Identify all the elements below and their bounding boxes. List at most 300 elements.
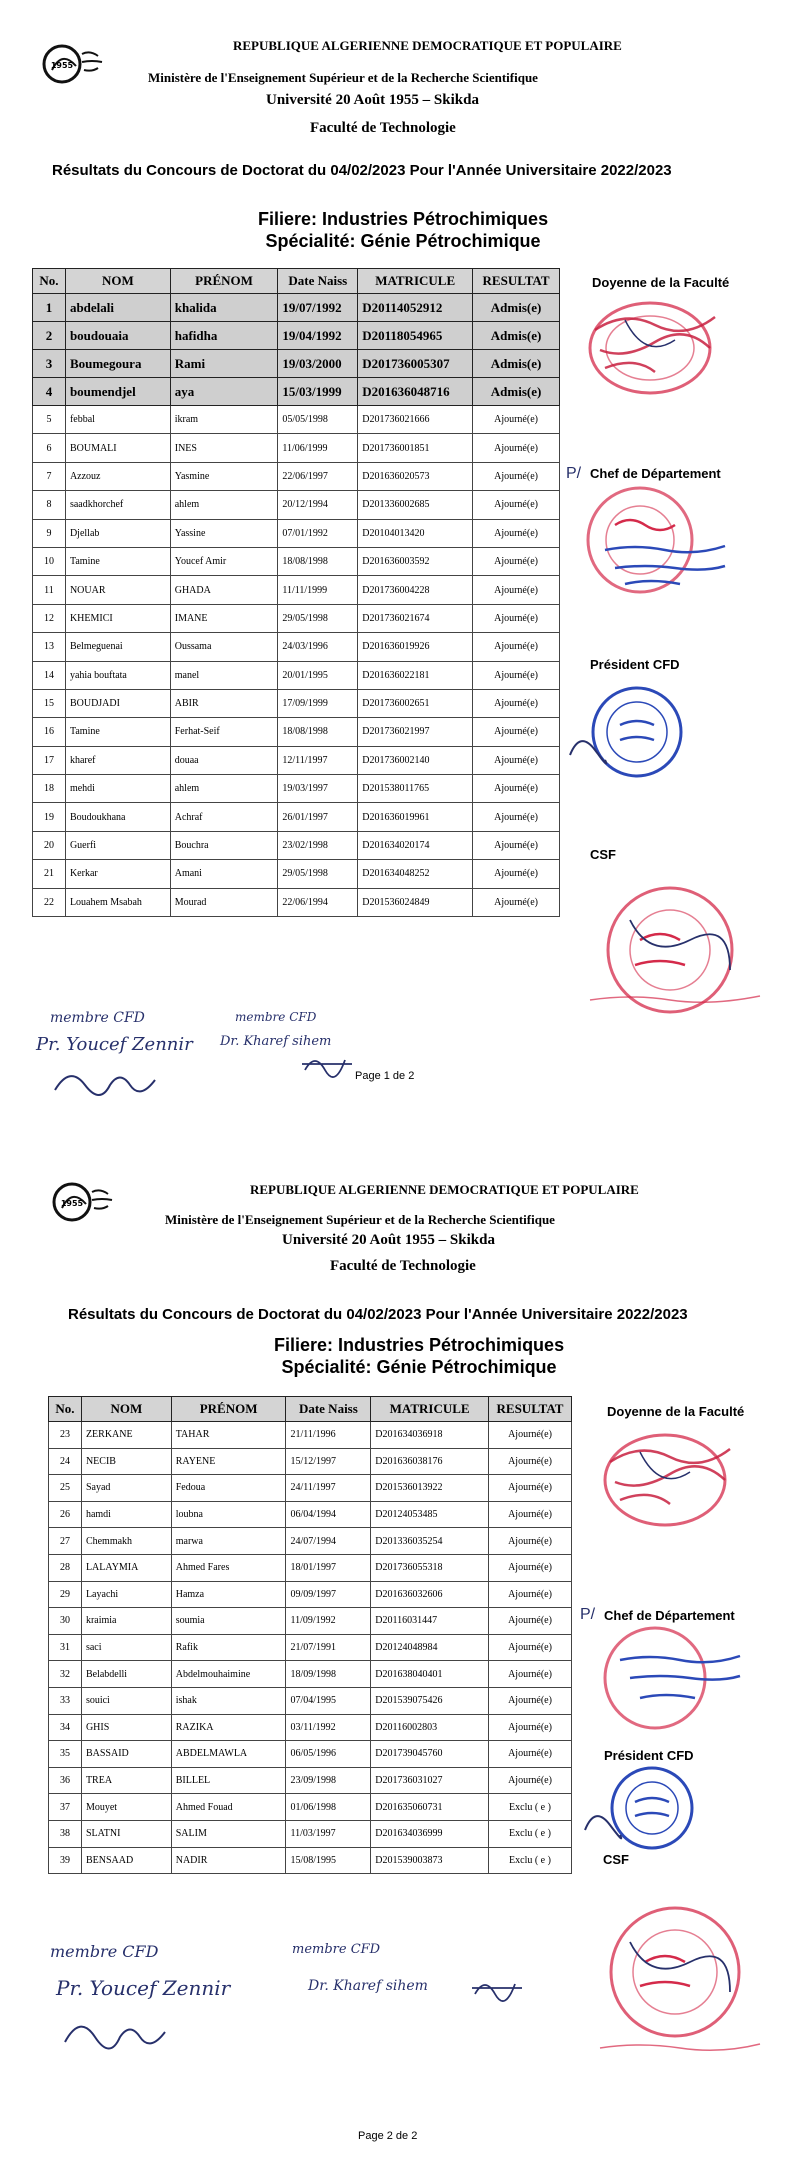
row-prenom: Abdelmouhaimine: [171, 1661, 286, 1688]
table-row: [49, 1661, 572, 1688]
signature-zennir: Pr. Youcef Zennir: [36, 1034, 193, 1055]
row-prenom: Ferhat-Seif: [170, 718, 278, 746]
row-resultat: Admis(e): [473, 350, 560, 378]
row-date: 24/11/1997: [286, 1475, 371, 1502]
csf-stamp: [590, 1900, 770, 2060]
handwritten-signature-2: [470, 1974, 530, 2002]
row-nom: boumendjel: [65, 378, 170, 406]
row-resultat: Ajourné(e): [473, 519, 560, 547]
row-matricule: D201636020573: [358, 462, 473, 490]
row-number: 19: [33, 803, 66, 831]
row-matricule: D201336002685: [358, 491, 473, 519]
table-row: [33, 888, 560, 916]
row-date: 24/03/1996: [278, 633, 358, 661]
row-nom: souici: [81, 1687, 171, 1714]
row-nom: Sayad: [81, 1475, 171, 1502]
table-body: [33, 294, 560, 917]
row-nom: Belmeguenai: [65, 633, 170, 661]
row-resultat: Ajourné(e): [473, 633, 560, 661]
row-prenom: Ahmed Fares: [171, 1554, 286, 1581]
row-resultat: Ajourné(e): [489, 1741, 572, 1768]
results-title: Résultats du Concours de Doctorat du 04/02/2023 Pour l'Année Universitaire 2022/2023: [68, 1306, 688, 1323]
csf-stamp: [590, 880, 770, 1030]
row-matricule: D20124053485: [371, 1501, 489, 1528]
table-row: [33, 491, 560, 519]
row-date: 19/03/2000: [278, 350, 358, 378]
row-number: 2: [33, 322, 66, 350]
row-date: 07/01/1992: [278, 519, 358, 547]
handwritten-signature-1: [50, 1060, 160, 1100]
table-row: [49, 1820, 572, 1847]
row-number: 34: [49, 1714, 82, 1741]
row-number: 5: [33, 406, 66, 434]
col-header-nom: NOM: [81, 1397, 171, 1422]
table-row: [33, 576, 560, 604]
row-matricule: D201636032606: [371, 1581, 489, 1608]
row-date: 22/06/1994: [278, 888, 358, 916]
csf-label: CSF: [603, 1852, 629, 1867]
header-republic: REPUBLIQUE ALGERIENNE DEMOCRATIQUE ET POPULAIRE: [250, 1182, 639, 1197]
row-nom: Boumegoura: [65, 350, 170, 378]
row-nom: TREA: [81, 1767, 171, 1794]
row-matricule: D201636019926: [358, 633, 473, 661]
filiere-label: Filiere: Industries Pétrochimiques: [258, 209, 549, 229]
row-number: 39: [49, 1847, 82, 1874]
table-row: [49, 1581, 572, 1608]
header-ministry: Ministère de l'Enseignement Supérieur et de la Recherche Scientifique: [165, 1212, 555, 1227]
row-date: 26/01/1997: [278, 803, 358, 831]
row-prenom: ABDELMAWLA: [171, 1741, 286, 1768]
row-number: 22: [33, 888, 66, 916]
row-date: 20/01/1995: [278, 661, 358, 689]
row-matricule: D201336035254: [371, 1528, 489, 1555]
row-resultat: Ajourné(e): [473, 860, 560, 888]
col-header-date: Date Naiss: [286, 1397, 371, 1422]
col-header-prenom: PRÉNOM: [171, 1397, 286, 1422]
row-resultat: Ajourné(e): [473, 604, 560, 632]
chef-departement-label: Chef de Département: [590, 466, 721, 481]
table-body: [49, 1422, 572, 1874]
row-prenom: soumia: [171, 1608, 286, 1635]
row-matricule: D201636019961: [358, 803, 473, 831]
row-date: 18/08/1998: [278, 718, 358, 746]
row-matricule: D201736001851: [358, 434, 473, 462]
row-resultat: Ajourné(e): [489, 1661, 572, 1688]
row-prenom: RAZIKA: [171, 1714, 286, 1741]
membre-cfd-2: membre CFD: [292, 1942, 381, 1957]
table-row: [33, 633, 560, 661]
col-header-prenom: PRÉNOM: [170, 269, 278, 294]
row-number: 11: [33, 576, 66, 604]
row-date: 03/11/1992: [286, 1714, 371, 1741]
table-row: [49, 1847, 572, 1874]
row-resultat: Exclu ( e ): [489, 1820, 572, 1847]
row-nom: mehdi: [65, 775, 170, 803]
row-date: 11/03/1997: [286, 1820, 371, 1847]
handwritten-signature-2: [300, 1050, 360, 1078]
row-date: 15/12/1997: [286, 1448, 371, 1475]
row-date: 12/11/1997: [278, 746, 358, 774]
row-number: 7: [33, 462, 66, 490]
table-header-row: [33, 269, 560, 294]
row-number: 1: [33, 294, 66, 322]
row-prenom: INES: [170, 434, 278, 462]
row-date: 24/07/1994: [286, 1528, 371, 1555]
row-prenom: Youcef Amir: [170, 547, 278, 575]
svg-text:1955: 1955: [50, 61, 74, 70]
row-prenom: aya: [170, 378, 278, 406]
row-matricule: D201539075426: [371, 1687, 489, 1714]
row-nom: abdelali: [65, 294, 170, 322]
row-prenom: ishak: [171, 1687, 286, 1714]
header-university: Université 20 Août 1955 – Skikda: [282, 1232, 495, 1248]
row-nom: LALAYMIA: [81, 1554, 171, 1581]
membre-cfd-2: membre CFD: [235, 1010, 317, 1024]
row-matricule: D20116031447: [371, 1608, 489, 1635]
row-resultat: Admis(e): [473, 294, 560, 322]
row-resultat: Ajourné(e): [473, 547, 560, 575]
row-prenom: ABIR: [170, 689, 278, 717]
row-resultat: Ajourné(e): [489, 1528, 572, 1555]
row-number: 35: [49, 1741, 82, 1768]
row-date: 11/11/1999: [278, 576, 358, 604]
page-2: [0, 1160, 795, 2164]
row-number: 32: [49, 1661, 82, 1688]
row-prenom: ahlem: [170, 775, 278, 803]
col-header-date: Date Naiss: [278, 269, 358, 294]
row-nom: febbal: [65, 406, 170, 434]
row-date: 19/03/1997: [278, 775, 358, 803]
row-matricule: D201736021666: [358, 406, 473, 434]
table-row: [33, 860, 560, 888]
row-nom: KHEMICI: [65, 604, 170, 632]
row-number: 37: [49, 1794, 82, 1821]
row-nom: Tamine: [65, 547, 170, 575]
results-title: Résultats du Concours de Doctorat du 04/02/2023 Pour l'Année Universitaire 2022/2023: [52, 162, 672, 179]
row-prenom: Bouchra: [170, 831, 278, 859]
row-nom: saadkhorchef: [65, 491, 170, 519]
row-resultat: Ajourné(e): [473, 689, 560, 717]
row-matricule: D201736055318: [371, 1554, 489, 1581]
signature-zennir: Pr. Youcef Zennir: [56, 1976, 231, 2000]
page-footer: Page 1 de 2: [355, 1070, 415, 1082]
row-matricule: D201739045760: [371, 1741, 489, 1768]
row-matricule: D201736031027: [371, 1767, 489, 1794]
row-resultat: Admis(e): [473, 378, 560, 406]
results-table: [32, 268, 560, 917]
row-matricule: D201638040401: [371, 1661, 489, 1688]
row-date: 21/07/1991: [286, 1634, 371, 1661]
row-prenom: NADIR: [171, 1847, 286, 1874]
row-number: 4: [33, 378, 66, 406]
col-header-matricule: MATRICULE: [358, 269, 473, 294]
csf-label: CSF: [590, 847, 616, 862]
table-row: [49, 1687, 572, 1714]
row-nom: Azzouz: [65, 462, 170, 490]
row-date: 21/11/1996: [286, 1422, 371, 1449]
doyenne-label: Doyenne de la Faculté: [607, 1404, 745, 1419]
row-resultat: Ajourné(e): [473, 661, 560, 689]
row-number: 13: [33, 633, 66, 661]
table-row: [49, 1794, 572, 1821]
row-prenom: Ahmed Fouad: [171, 1794, 286, 1821]
table-row: [49, 1767, 572, 1794]
table-row: [33, 718, 560, 746]
table-row: [33, 462, 560, 490]
row-number: 27: [49, 1528, 82, 1555]
table-row: [33, 406, 560, 434]
header-republic: REPUBLIQUE ALGERIENNE DEMOCRATIQUE ET POPULAIRE: [233, 38, 622, 53]
row-prenom: Oussama: [170, 633, 278, 661]
row-matricule: D201636003592: [358, 547, 473, 575]
chef-prefix: P/: [566, 465, 582, 482]
row-matricule: D201536013922: [371, 1475, 489, 1502]
row-prenom: Fedoua: [171, 1475, 286, 1502]
row-number: 28: [49, 1554, 82, 1581]
row-nom: Chemmakh: [81, 1528, 171, 1555]
row-resultat: Admis(e): [473, 322, 560, 350]
row-matricule: D20124048984: [371, 1634, 489, 1661]
row-resultat: Ajourné(e): [473, 888, 560, 916]
row-matricule: D201536024849: [358, 888, 473, 916]
row-prenom: Achraf: [170, 803, 278, 831]
row-number: 24: [49, 1448, 82, 1475]
chef-departement-stamp: [565, 480, 740, 605]
row-prenom: Rami: [170, 350, 278, 378]
table-row: [49, 1634, 572, 1661]
row-resultat: Ajourné(e): [489, 1714, 572, 1741]
table-row: [49, 1501, 572, 1528]
col-header-nom: NOM: [65, 269, 170, 294]
row-prenom: Rafik: [171, 1634, 286, 1661]
table-row: [49, 1448, 572, 1475]
col-header-resultat: RESULTAT: [489, 1397, 572, 1422]
row-resultat: Exclu ( e ): [489, 1847, 572, 1874]
row-nom: Belabdelli: [81, 1661, 171, 1688]
row-prenom: Yassine: [170, 519, 278, 547]
row-prenom: SALIM: [171, 1820, 286, 1847]
row-number: 17: [33, 746, 66, 774]
row-matricule: D20116002803: [371, 1714, 489, 1741]
row-resultat: Exclu ( e ): [489, 1794, 572, 1821]
row-date: 11/09/1992: [286, 1608, 371, 1635]
row-nom: ZERKANE: [81, 1422, 171, 1449]
row-number: 6: [33, 434, 66, 462]
row-matricule: D201634048252: [358, 860, 473, 888]
row-date: 06/05/1996: [286, 1741, 371, 1768]
row-number: 15: [33, 689, 66, 717]
table-row: [49, 1528, 572, 1555]
table-row: [33, 604, 560, 632]
row-resultat: Ajourné(e): [473, 831, 560, 859]
page-footer: Page 2 de 2: [358, 2130, 418, 2142]
row-matricule: D201539003873: [371, 1847, 489, 1874]
row-resultat: Ajourné(e): [489, 1634, 572, 1661]
doyenne-stamp: [565, 290, 735, 400]
table-row: [33, 322, 560, 350]
signature-kharef: Dr. Kharef sihem: [220, 1034, 332, 1049]
president-cfd-label: Président CFD: [604, 1748, 694, 1763]
chef-departement-label: Chef de Département: [604, 1608, 735, 1623]
row-matricule: D201736021997: [358, 718, 473, 746]
row-number: 14: [33, 661, 66, 689]
table-row: [33, 547, 560, 575]
row-matricule: D201736005307: [358, 350, 473, 378]
membre-cfd-1: membre CFD: [50, 1942, 159, 1961]
table-row: [49, 1422, 572, 1449]
row-date: 20/12/1994: [278, 491, 358, 519]
row-date: 05/05/1998: [278, 406, 358, 434]
row-date: 22/06/1997: [278, 462, 358, 490]
row-prenom: Hamza: [171, 1581, 286, 1608]
row-date: 18/08/1998: [278, 547, 358, 575]
row-number: 12: [33, 604, 66, 632]
row-nom: Boudoukhana: [65, 803, 170, 831]
row-prenom: GHADA: [170, 576, 278, 604]
university-logo: [48, 1178, 118, 1226]
specialite-label: Spécialité: Génie Pétrochimique: [265, 231, 541, 251]
row-number: 38: [49, 1820, 82, 1847]
row-matricule: D20114052912: [358, 294, 473, 322]
row-prenom: manel: [170, 661, 278, 689]
row-nom: GHIS: [81, 1714, 171, 1741]
row-date: 23/02/1998: [278, 831, 358, 859]
header-university: Université 20 Août 1955 – Skikda: [266, 92, 479, 108]
table-row: [33, 803, 560, 831]
row-resultat: Ajourné(e): [473, 775, 560, 803]
table-row: [33, 661, 560, 689]
row-nom: kharef: [65, 746, 170, 774]
row-resultat: Ajourné(e): [489, 1475, 572, 1502]
row-nom: Guerfi: [65, 831, 170, 859]
row-prenom: ikram: [170, 406, 278, 434]
row-number: 30: [49, 1608, 82, 1635]
table-row: [49, 1608, 572, 1635]
header-faculty: Faculté de Technologie: [330, 1258, 476, 1274]
row-matricule: D201736004228: [358, 576, 473, 604]
row-resultat: Ajourné(e): [489, 1581, 572, 1608]
row-number: 10: [33, 547, 66, 575]
row-prenom: Mourad: [170, 888, 278, 916]
row-matricule: D201736002651: [358, 689, 473, 717]
table-row: [49, 1714, 572, 1741]
table-row: [33, 746, 560, 774]
row-resultat: Ajourné(e): [489, 1767, 572, 1794]
row-nom: NECIB: [81, 1448, 171, 1475]
row-number: 9: [33, 519, 66, 547]
row-number: 33: [49, 1687, 82, 1714]
table-row: [49, 1475, 572, 1502]
row-resultat: Ajourné(e): [489, 1554, 572, 1581]
row-date: 29/05/1998: [278, 604, 358, 632]
filiere: [258, 208, 548, 252]
header-ministry: Ministère de l'Enseignement Supérieur et de la Recherche Scientifique: [148, 70, 538, 85]
col-header-no: No.: [33, 269, 66, 294]
table-row: [33, 775, 560, 803]
table-header-row: [49, 1397, 572, 1422]
row-date: 17/09/1999: [278, 689, 358, 717]
president-cfd-stamp: [580, 1760, 710, 1860]
university-logo: [38, 40, 108, 88]
row-nom: Louahem Msabah: [65, 888, 170, 916]
row-number: 26: [49, 1501, 82, 1528]
row-prenom: RAYENE: [171, 1448, 286, 1475]
membre-cfd-1: membre CFD: [50, 1010, 145, 1026]
row-nom: hamdi: [81, 1501, 171, 1528]
row-number: 16: [33, 718, 66, 746]
row-nom: SLATNI: [81, 1820, 171, 1847]
row-date: 18/01/1997: [286, 1554, 371, 1581]
row-nom: BOUMALI: [65, 434, 170, 462]
svg-text:1955: 1955: [60, 1199, 84, 1208]
table-row: [33, 434, 560, 462]
row-date: 23/09/1998: [286, 1767, 371, 1794]
row-date: 06/04/1994: [286, 1501, 371, 1528]
row-number: 29: [49, 1581, 82, 1608]
row-date: 29/05/1998: [278, 860, 358, 888]
row-number: 20: [33, 831, 66, 859]
table-row: [49, 1554, 572, 1581]
row-resultat: Ajourné(e): [473, 718, 560, 746]
col-header-matricule: MATRICULE: [371, 1397, 489, 1422]
row-date: 19/04/1992: [278, 322, 358, 350]
row-nom: Tamine: [65, 718, 170, 746]
table-row: [49, 1741, 572, 1768]
chef-prefix: P/: [580, 1606, 596, 1623]
row-date: 09/09/1997: [286, 1581, 371, 1608]
handwritten-signature-1: [60, 2008, 170, 2052]
row-prenom: TAHAR: [171, 1422, 286, 1449]
row-prenom: Yasmine: [170, 462, 278, 490]
row-matricule: D201736021674: [358, 604, 473, 632]
row-date: 15/08/1995: [286, 1847, 371, 1874]
row-resultat: Ajourné(e): [489, 1448, 572, 1475]
row-number: 8: [33, 491, 66, 519]
table-row: [33, 294, 560, 322]
row-prenom: khalida: [170, 294, 278, 322]
row-resultat: Ajourné(e): [473, 746, 560, 774]
row-matricule: D201634020174: [358, 831, 473, 859]
row-date: 15/03/1999: [278, 378, 358, 406]
filiere-label: Filiere: Industries Pétrochimiques: [274, 1335, 565, 1355]
row-prenom: Amani: [170, 860, 278, 888]
row-nom: saci: [81, 1634, 171, 1661]
filiere: [274, 1334, 564, 1378]
row-resultat: Ajourné(e): [489, 1608, 572, 1635]
doyenne-label: Doyenne de la Faculté: [592, 275, 730, 290]
president-cfd-label: Président CFD: [590, 657, 680, 672]
row-number: 36: [49, 1767, 82, 1794]
row-number: 25: [49, 1475, 82, 1502]
row-prenom: hafidha: [170, 322, 278, 350]
row-prenom: loubna: [171, 1501, 286, 1528]
row-nom: BENSAAD: [81, 1847, 171, 1874]
signature-kharef: Dr. Kharef sihem: [308, 1978, 428, 1994]
row-date: 01/06/1998: [286, 1794, 371, 1821]
row-prenom: BILLEL: [171, 1767, 286, 1794]
row-matricule: D201635060731: [371, 1794, 489, 1821]
row-resultat: Ajourné(e): [489, 1501, 572, 1528]
row-nom: BOUDJADI: [65, 689, 170, 717]
row-date: 11/06/1999: [278, 434, 358, 462]
table-row: [33, 831, 560, 859]
header-faculty: Faculté de Technologie: [310, 120, 456, 136]
row-nom: kraimia: [81, 1608, 171, 1635]
row-prenom: IMANE: [170, 604, 278, 632]
row-matricule: D201636048716: [358, 378, 473, 406]
specialite-label: Spécialité: Génie Pétrochimique: [281, 1357, 557, 1377]
row-resultat: Ajourné(e): [473, 462, 560, 490]
